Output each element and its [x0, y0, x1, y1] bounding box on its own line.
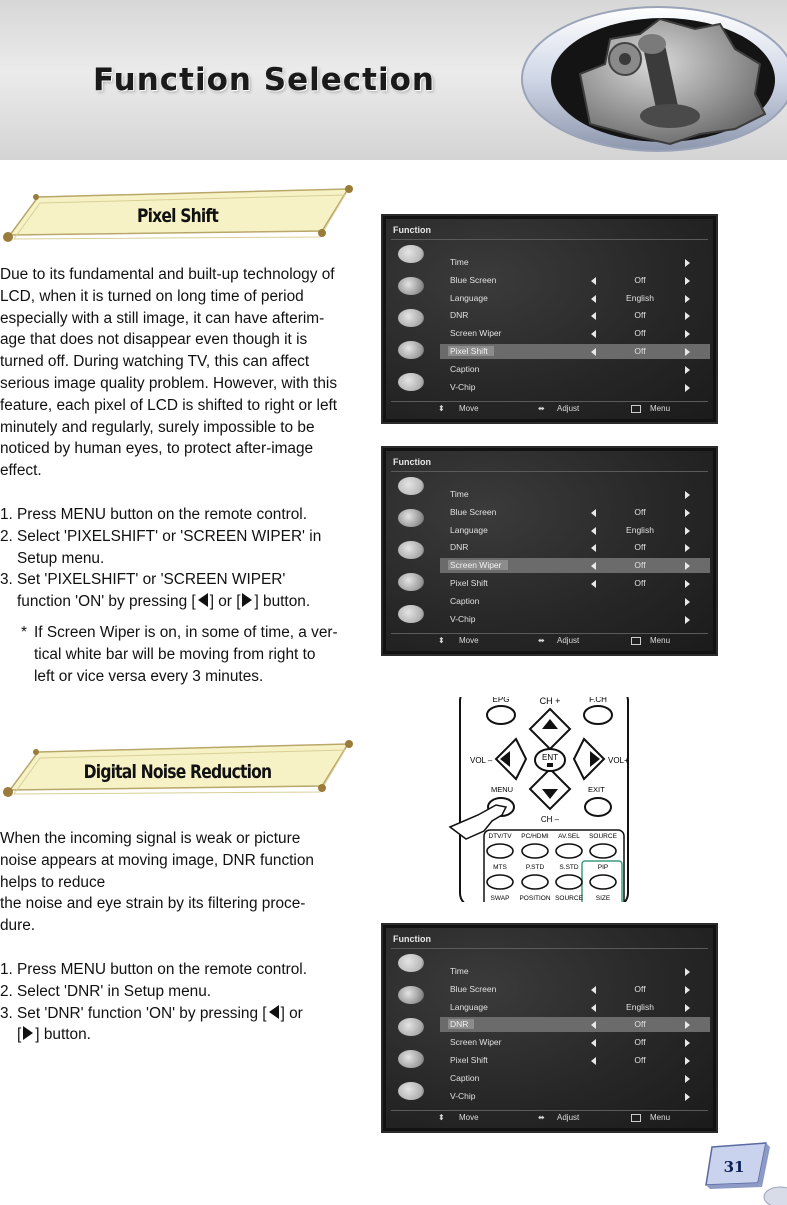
- function-menu-screenshot-pixel-shift: [381, 214, 718, 424]
- osd-footer-adjust: Adjust: [557, 1113, 580, 1122]
- osd-item-label: Screen Wiper: [448, 560, 508, 570]
- osd-menu-item[interactable]: [440, 558, 710, 573]
- ch-down-label: CH –: [540, 815, 560, 824]
- updown-arrow-icon: ⬍: [438, 636, 445, 645]
- osd-item-label: Blue Screen: [450, 983, 497, 994]
- dnr-banner: [0, 738, 355, 802]
- osd-item-label: Time: [450, 966, 469, 976]
- osd-category-icon: [398, 1082, 424, 1100]
- osd-footer-move: Move: [459, 404, 479, 413]
- right-arrow-icon: [685, 580, 690, 588]
- list-item: 3. Set 'DNR' function 'ON' by pressing [ ] or [ ] button.: [0, 1004, 303, 1044]
- remote-button-label: SIZE: [595, 895, 611, 902]
- osd-item-value: Off: [634, 542, 646, 553]
- function-menu-screenshot-screen-wiper: [381, 446, 718, 656]
- divider: [391, 401, 708, 402]
- gear-joystick-icon: [520, 4, 787, 154]
- fch-label: F.CH: [589, 697, 607, 704]
- divider: [391, 239, 708, 240]
- list-item: 3. Set 'PIXELSHIFT' or 'SCREEN WIPER' function 'ON' by pressing [ ] or [ ] button.: [0, 571, 311, 611]
- osd-menu-item[interactable]: [440, 1035, 710, 1050]
- osd-item-value: Off: [634, 328, 646, 339]
- menu-key-icon: [631, 405, 641, 413]
- remote-button-label: MTS: [493, 864, 507, 871]
- osd-menu-item[interactable]: [440, 291, 710, 306]
- osd-menu-item[interactable]: [440, 505, 710, 520]
- left-arrow-icon: [591, 580, 596, 588]
- screen-wiper-note: * If Screen Wiper is on, in some of time, a ver-tical white bar will be moving from right to left or vice versa every 3 minutes.: [21, 623, 338, 685]
- osd-panel: [386, 219, 713, 419]
- osd-category-icons: [392, 477, 432, 637]
- right-arrow-icon: [685, 295, 690, 303]
- osd-menu-item[interactable]: [440, 576, 710, 591]
- osd-item-label: Screen Wiper: [450, 328, 502, 339]
- osd-panel: [386, 928, 713, 1128]
- osd-footer: [386, 404, 713, 416]
- list-item: 2. Select 'PIXELSHIFT' or 'SCREEN WIPER' in Setup menu.: [0, 527, 322, 567]
- osd-item-label: DNR: [448, 1019, 474, 1029]
- divider: [391, 1110, 708, 1111]
- osd-category-icon: [398, 986, 424, 1004]
- left-arrow-icon: [198, 593, 208, 607]
- right-arrow-icon: [685, 1093, 690, 1101]
- leftright-arrow-icon: ⬌: [538, 404, 545, 413]
- osd-item-label: DNR: [450, 542, 469, 553]
- osd-category-icon: [398, 541, 424, 559]
- osd-menu-item[interactable]: [440, 594, 710, 609]
- osd-category-icon: [398, 509, 424, 527]
- leftright-arrow-icon: ⬌: [538, 636, 545, 645]
- right-arrow-icon: [685, 1021, 690, 1029]
- osd-item-label: DNR: [450, 310, 469, 321]
- remote-button[interactable]: [590, 875, 616, 889]
- osd-item-label: Language: [450, 1001, 488, 1012]
- pixel-shift-intro: Due to its fundamental and built-up technology of LCD, when it is turned on long time of period especially with a still image, it can have afterim-age that does not disappear even though it is turned off. During watching TV, this can affect serious image quality problem. However, with this feature, each pixel of LCD is shifted to right or left minutely and regularly, surely impossible to be noticed by human eyes, to protect after-image effect.: [0, 266, 338, 480]
- right-arrow-icon: [685, 986, 690, 994]
- left-arrow-icon: [591, 348, 596, 356]
- exit-label: EXIT: [588, 785, 605, 794]
- updown-arrow-icon: ⬍: [438, 404, 445, 413]
- osd-menu-item[interactable]: [440, 1071, 710, 1086]
- page-header: [0, 0, 787, 160]
- osd-category-icon: [398, 605, 424, 623]
- osd-category-icon: [398, 477, 424, 495]
- osd-menu-item[interactable]: [440, 487, 710, 502]
- right-arrow-icon: [685, 348, 690, 356]
- osd-category-icon: [398, 341, 424, 359]
- left-arrow-icon: [591, 1021, 596, 1029]
- osd-item-label: Language: [450, 524, 488, 535]
- right-arrow-icon: [685, 1075, 690, 1083]
- ent-label: ENT: [542, 753, 558, 762]
- osd-category-icon: [398, 954, 424, 972]
- dnr-steps: [0, 959, 340, 1046]
- left-arrow-icon: [591, 527, 596, 535]
- left-arrow-icon: [591, 1004, 596, 1012]
- right-arrow-icon: [685, 509, 690, 517]
- osd-item-value: Off: [634, 346, 646, 356]
- osd-item-label: Language: [450, 292, 488, 303]
- osd-category-icons: [392, 245, 432, 405]
- right-arrow-icon: [685, 1057, 690, 1065]
- osd-panel: [386, 451, 713, 651]
- right-arrow-icon: [685, 384, 690, 392]
- osd-item-value: Off: [634, 274, 646, 285]
- osd-menu-item[interactable]: [440, 982, 710, 997]
- dnr-heading: Digital Noise Reduction: [83, 761, 272, 783]
- osd-footer-menu: Menu: [650, 1113, 671, 1122]
- osd-item-label: Time: [450, 257, 469, 267]
- left-arrow-icon: [591, 312, 596, 320]
- left-arrow-icon: [591, 562, 596, 570]
- osd-item-value: Off: [634, 560, 646, 571]
- osd-menu-item[interactable]: [440, 1053, 710, 1068]
- osd-footer-adjust: Adjust: [557, 636, 580, 645]
- right-arrow-icon: [685, 312, 690, 320]
- osd-footer-adjust: Adjust: [557, 404, 580, 413]
- divider: [391, 633, 708, 634]
- left-arrow-icon: [269, 1005, 279, 1019]
- right-arrow-icon: [685, 1004, 690, 1012]
- osd-category-icon: [398, 373, 424, 391]
- osd-menu-item[interactable]: [440, 523, 710, 538]
- osd-item-value: Off: [634, 1055, 646, 1065]
- right-arrow-icon: [685, 259, 690, 267]
- list-item: 1. Press MENU button on the remote control.: [0, 960, 307, 978]
- osd-item-label: Blue Screen: [450, 506, 497, 517]
- osd-item-label: Caption: [450, 363, 480, 374]
- right-arrow-icon: [685, 277, 690, 285]
- right-arrow-icon: [242, 593, 252, 607]
- osd-item-label: V-Chip: [450, 613, 476, 624]
- remote-button-label: SOURCE: [555, 895, 583, 902]
- menu-label: MENU: [491, 785, 514, 794]
- dnr-text: [0, 828, 340, 1046]
- menu-key-icon: [631, 637, 641, 645]
- remote-button-label: P.STD: [525, 864, 545, 871]
- left-arrow-icon: [591, 295, 596, 303]
- remote-button-label: PIP: [597, 864, 609, 871]
- remote-control-illustration: [448, 697, 638, 902]
- right-arrow-icon: [685, 491, 690, 499]
- osd-menu-item[interactable]: [440, 362, 710, 377]
- remote-button[interactable]: [487, 844, 513, 858]
- osd-menu-item[interactable]: [440, 344, 710, 359]
- page-number: 31: [723, 1158, 745, 1176]
- osd-category-icon: [398, 309, 424, 327]
- left-arrow-icon: [591, 277, 596, 285]
- osd-category-icon: [398, 277, 424, 295]
- list-item: 1. Press MENU button on the remote control.: [0, 505, 307, 523]
- osd-item-label: Screen Wiper: [450, 1037, 502, 1048]
- exit-button[interactable]: [585, 798, 611, 816]
- osd-footer-move: Move: [459, 636, 479, 645]
- left-arrow-icon: [591, 1057, 596, 1065]
- function-menu-screenshot-dnr: [381, 923, 718, 1133]
- osd-item-label: Time: [450, 489, 469, 499]
- osd-item-label: Caption: [450, 595, 480, 606]
- osd-category-icon: [398, 1018, 424, 1036]
- remote-button-label: AV.SEL: [558, 833, 580, 840]
- osd-item-value: Off: [634, 1019, 646, 1030]
- osd-title: Function: [393, 934, 431, 944]
- remote-button[interactable]: [556, 875, 582, 889]
- osd-menu-item[interactable]: [440, 380, 710, 395]
- osd-title: Function: [393, 457, 431, 467]
- remote-button[interactable]: [487, 875, 513, 889]
- pixel-shift-banner: [0, 183, 355, 247]
- osd-item-value: Off: [634, 310, 646, 321]
- remote-button[interactable]: [522, 875, 548, 889]
- osd-menu-item[interactable]: [440, 1089, 710, 1104]
- ch-up-label: CH +: [539, 697, 561, 706]
- updown-arrow-icon: ⬍: [438, 1113, 445, 1122]
- osd-item-label: Pixel Shift: [448, 346, 494, 356]
- leftright-arrow-icon: ⬌: [538, 1113, 545, 1122]
- osd-menu-item[interactable]: [440, 326, 710, 341]
- right-arrow-icon: [685, 366, 690, 374]
- right-arrow-icon: [685, 330, 690, 338]
- pixel-shift-steps: [0, 504, 340, 613]
- dnr-intro: When the incoming signal is weak or picture noise appears at moving image, DNR function helps to reduce the noise and eye strain by its filtering proce-dure.: [0, 830, 314, 935]
- osd-item-label: Caption: [450, 1072, 480, 1083]
- epg-label: EPG: [492, 697, 510, 704]
- divider: [391, 471, 708, 472]
- right-arrow-icon: [685, 562, 690, 570]
- osd-item-label: Pixel Shift: [450, 1055, 488, 1065]
- remote-button-label: SOURCE: [589, 833, 617, 840]
- osd-item-label: Pixel Shift: [450, 578, 488, 588]
- divider: [391, 948, 708, 949]
- right-arrow-icon: [685, 616, 690, 624]
- remote-button[interactable]: [522, 844, 548, 858]
- osd-title: Function: [393, 225, 431, 235]
- left-arrow-icon: [591, 544, 596, 552]
- pixel-shift-heading: Pixel Shift: [136, 205, 219, 227]
- osd-menu-item[interactable]: [440, 540, 710, 555]
- right-arrow-icon: [685, 527, 690, 535]
- menu-key-icon: [631, 1114, 641, 1122]
- osd-footer: [386, 636, 713, 648]
- osd-menu-item[interactable]: [440, 255, 710, 270]
- left-arrow-icon: [591, 509, 596, 517]
- osd-menu-item[interactable]: [440, 273, 710, 288]
- osd-footer: [386, 1113, 713, 1125]
- osd-category-icon: [398, 573, 424, 591]
- osd-footer-menu: Menu: [650, 404, 671, 413]
- vol-minus-label: VOL –: [470, 756, 493, 765]
- left-arrow-icon: [591, 1039, 596, 1047]
- osd-item-label: Blue Screen: [450, 274, 497, 285]
- osd-footer-move: Move: [459, 1113, 479, 1122]
- right-arrow-icon: [685, 1039, 690, 1047]
- remote-button-label: S.STD: [559, 864, 579, 871]
- remote-button[interactable]: [556, 844, 582, 858]
- remote-button-label: DTV/TV: [488, 833, 512, 840]
- osd-item-value: English: [626, 1001, 654, 1012]
- right-arrow-icon: [23, 1026, 33, 1040]
- osd-menu-item[interactable]: [440, 612, 710, 627]
- osd-item-value: Off: [634, 506, 646, 517]
- osd-item-value: English: [626, 292, 654, 303]
- remote-button[interactable]: [590, 844, 616, 858]
- osd-category-icons: [392, 954, 432, 1114]
- vol-plus-label: VOL+: [608, 756, 629, 765]
- osd-footer-menu: Menu: [650, 636, 671, 645]
- left-arrow-icon: [591, 330, 596, 338]
- osd-category-icon: [398, 1050, 424, 1068]
- osd-item-label: V-Chip: [450, 381, 476, 392]
- right-arrow-icon: [685, 544, 690, 552]
- osd-menu-item[interactable]: [440, 964, 710, 979]
- osd-category-icon: [398, 245, 424, 263]
- page-title: Function Selection: [93, 62, 435, 98]
- osd-item-label: V-Chip: [450, 1090, 476, 1101]
- list-item: 2. Select 'DNR' in Setup menu.: [0, 982, 212, 1000]
- osd-item-value: Off: [634, 983, 646, 994]
- osd-menu-item[interactable]: [440, 1000, 710, 1015]
- osd-menu-item[interactable]: [440, 308, 710, 323]
- remote-button-label: PC/HDMI: [521, 833, 549, 840]
- osd-menu-item[interactable]: [440, 1017, 710, 1032]
- osd-item-value: Off: [634, 578, 646, 588]
- remote-button-label: SWAP: [490, 895, 510, 902]
- left-arrow-icon: [591, 986, 596, 994]
- right-arrow-icon: [685, 968, 690, 976]
- osd-item-value: Off: [634, 1037, 646, 1048]
- right-arrow-icon: [685, 598, 690, 606]
- remote-button-label: POSITION: [519, 895, 551, 902]
- osd-item-value: English: [626, 524, 654, 535]
- pixel-shift-text: [0, 264, 340, 687]
